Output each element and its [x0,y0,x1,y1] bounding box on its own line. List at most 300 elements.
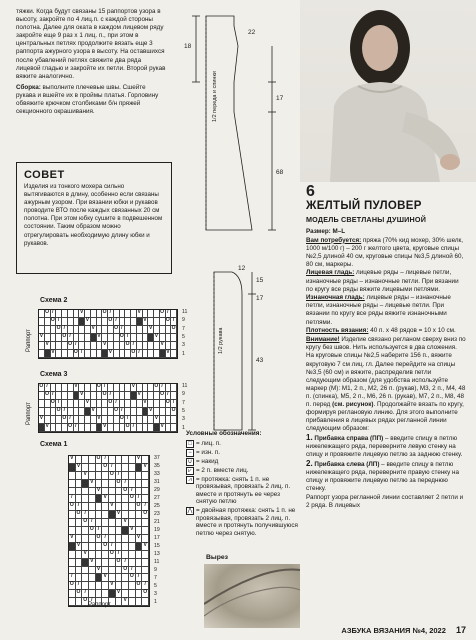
grid-cell [122,543,129,551]
legend-item [186,458,302,466]
grid-cell [89,567,96,575]
grid-cell: / [171,400,177,408]
grid-cell [142,472,149,480]
grid-cell: V [109,582,116,590]
grid-cell [102,551,109,559]
grid-cell: V [102,342,108,350]
step-1-paragraph [306,434,466,459]
grid-cell: / [62,408,68,416]
grid-cell [142,598,149,606]
grid-cell: O [122,488,129,496]
grid-cell [129,590,136,598]
grid-cell [116,495,123,503]
attention-label: Внимание! [306,335,340,343]
tip-title: СОВЕТ [24,169,65,181]
step-2-number: 2. [306,458,313,468]
grid-cell: O [56,408,62,416]
grid-cell: / [136,574,143,582]
grid-cell: / [114,400,120,408]
grid-cell [102,472,109,480]
grid-cell [116,598,123,606]
grid-cell [102,559,109,567]
grid-cell [96,590,103,598]
grid-cell: O [76,511,83,519]
grid-cell: / [76,582,83,590]
grid-cell: O [102,543,109,551]
dress-outline [206,16,252,230]
grid-cell [122,574,129,582]
grid-cell: O [160,310,166,318]
grid-cell: / [69,495,76,503]
grid-cell: O [142,590,149,598]
grid-cell [109,590,116,598]
grid-cell [129,503,136,511]
legend-items [186,440,302,538]
grid-cell [136,590,143,598]
row-number: 9 [182,391,185,398]
grid-cell: O [82,598,89,606]
attention-text: Изделие связано регланом сверху вниз по кругу без швов. Нить используется в два сложения. [306,335,466,351]
grid-cell [109,567,116,575]
row-number: 35 [154,463,160,469]
attention-paragraph [306,336,466,352]
grid-cell [96,495,103,503]
grid-cell: / [166,392,172,400]
scheme-1-title: Схема 1 [40,441,68,448]
grid-cell [76,598,83,606]
grid-cell [136,472,143,480]
grid-cell [122,527,129,535]
grid-cell: V [76,543,83,551]
grid-cell: O [56,326,62,334]
grid-cell: V [109,503,116,511]
grid-cell [82,559,89,567]
grid-cell: O [51,400,57,408]
grid-cell [109,488,116,496]
legend-symbol-icon: ⋀ [187,507,193,514]
page-footer [341,625,466,635]
row-number: 3 [182,416,185,423]
grid-cell [122,464,129,472]
face-stitch-paragraph [306,269,466,293]
grid-cell [171,350,177,358]
grid-cell [82,495,89,503]
grid-cell [129,472,136,480]
grid-cell [76,480,83,488]
legend-symbol-icon: − [186,449,194,457]
row-number: 29 [154,487,160,493]
grid-cell: / [171,318,177,326]
grid-cell: V [137,310,143,318]
grid-cell: O [116,480,123,488]
grid-cell: V [85,318,91,326]
grid-cell: O [82,519,89,527]
grid-cell: V [89,559,96,567]
grid-cell: O [45,310,51,318]
row-number: 25 [154,503,160,509]
grid-cell [122,535,129,543]
grid-cell [96,574,103,582]
grid-cell: / [89,598,96,606]
model-title: ЖЕЛТЫЙ ПУЛОВЕР [306,200,422,212]
grid-cell [69,480,76,488]
grid-cell: O [120,334,126,342]
grid-cell: O [62,334,68,342]
grid-cell: / [125,334,131,342]
legend [186,430,302,538]
grid-cell [69,559,76,567]
grid-cell: O [129,574,136,582]
grid-cell [82,488,89,496]
grid-cell [129,464,136,472]
grid-cell: / [131,342,137,350]
grid-cell [102,511,109,519]
grid-cell [69,511,76,519]
scheme-3-title: Схема 3 [40,371,68,378]
scheme-1-rapport-label: Раппорт [88,602,111,608]
grid-cell [171,416,177,424]
grid-cell [136,511,143,519]
model-number: 6 [306,183,315,200]
grid-cell [82,527,89,535]
grid-cell [102,582,109,590]
grid-cell: / [56,400,62,408]
grid-cell [129,582,136,590]
grid-cell [129,551,136,559]
grid-cell [136,551,143,559]
grid-cell: O [125,424,131,432]
scheme-1-row-numbers [154,455,168,607]
grid-cell: / [96,527,103,535]
grid-cell: V [45,424,51,432]
grid-cell [171,424,177,432]
size-paragraph [306,228,466,236]
grid-cell: O [166,318,172,326]
density-text: 40 п. x 48 рядов = 10 x 10 см. [368,327,456,335]
row-number: 3 [182,342,185,349]
grid-cell: V [142,543,149,551]
legend-symbol-icon: ⩗ [186,467,194,475]
grid-cell: / [51,310,57,318]
grid-cell: V [102,495,109,503]
grid-cell: / [114,318,120,326]
grid-cell [109,559,116,567]
grid-cell: / [122,559,129,567]
step-2-text: – введите спицу в петлю нижележащего ряда, переверните правую стенку на спицу и провяжите лицевую петлю за переднюю стенку. [306,460,459,492]
row-number: 13 [154,551,160,557]
body-text-1-end: . Продолжайте вязать по кругу, формируя реглановую линию. Для этого выполните прибавления в лицевых рядах регланной линии следующим образом: [306,400,464,433]
row-number: 5 [182,408,185,414]
grid-cell [89,543,96,551]
grid-cell: O [122,567,129,575]
grid-cell: / [120,326,126,334]
grid-cell: / [108,392,114,400]
grid-cell [89,535,96,543]
size-label: Размер: [306,228,331,235]
grid-cell: O [89,527,96,535]
grid-cell: V [39,416,45,424]
grid-cell: / [129,567,136,575]
tip-box [16,162,172,274]
grid-cell: V [82,551,89,559]
grid-cell: O [69,503,76,511]
grid-cell: V [154,416,160,424]
grid-cell [136,559,143,567]
grid-cell: O [68,342,74,350]
grid-cell: / [69,574,76,582]
sleeve-pattern-diagram [198,262,286,434]
legend-item [186,440,302,448]
grid-cell: / [142,582,149,590]
grid-cell: O [102,464,109,472]
paragraph-sleeve: тяжки. Когда будут связаны 15 раппортов узора в высоту, закройте по 4 лиц.п. с каждой стороны полотна. Далее для оката в каждом лицевом ряду закройте еще 9 раз x 1 лиц. п., при этом в центральных петлях продолжите вязать еще 3 раппорта ажурного узора в высоту. На оставшихся после убавлений петлях свяжите два ряда лицевой гладью и закройте их петли. Второй рукав вяжите аналогично. [16,8,166,80]
legend-symbol-icon: ⩘ [186,476,194,484]
row-number: 5 [154,583,157,589]
legend-text: = протяжка: снять 1 п. не провязывая, провязать 2 лиц. п. вместе и протянуть ее через снятую петлю [196,475,291,506]
grid-cell [69,551,76,559]
grid-cell: V [129,527,136,535]
neckline-photo-texture [204,564,300,628]
grid-cell [69,472,76,480]
grid-cell [142,551,149,559]
row-number: 11 [182,383,188,389]
grid-cell: O [116,559,123,567]
grid-cell: / [102,384,108,392]
grid-cell [96,582,103,590]
grid-cell: / [82,511,89,519]
grid-cell: O [109,551,116,559]
grid-cell: V [160,424,166,432]
grid-cell [116,574,123,582]
legend-symbol-icon: ∪ [187,458,193,465]
grid-cell: V [122,598,129,606]
purl-stitch-label: Изнаночная гладь: [306,294,365,302]
grid-cell [116,527,123,535]
grid-cell: V [45,342,51,350]
grid-cell [142,559,149,567]
grid-cell: V [96,567,103,575]
row-number: 1 [154,599,157,605]
grid-cell [122,503,129,511]
grid-cell: V [85,400,91,408]
tip-body: Изделия из тонкого мохера сильно вытягиваются в длину, особенно если связаны ажурным узором. При вязании юбки и рукавов проводите ВТО после каждых связанных 20 см полотна. При этом юбку сушите в подвешенном состоянии. Таким образом можно отрегулировать необходимую длину юбки и рукавов. [24,183,163,247]
row-number: 15 [154,543,160,549]
row-number: 9 [154,567,157,573]
scheme-1-grid [68,455,150,607]
grid-cell: V [143,400,149,408]
grid-cell: O [154,384,160,392]
dress-front-label: 1/2 переда и спинки [212,71,218,122]
row-number: 19 [154,527,160,533]
dress-measure-68: 68 [276,169,284,176]
grid-cell: O [171,326,177,334]
grid-cell: O [96,535,103,543]
grid-cell [129,598,136,606]
grid-cell [129,511,136,519]
grid-cell [69,519,76,527]
grid-cell: O [102,392,108,400]
grid-cell: V [79,310,85,318]
grid-cell: / [109,464,116,472]
grid-cell: / [109,543,116,551]
row-number: 31 [154,479,160,485]
grid-cell [122,495,129,503]
grid-cell: V [51,350,57,358]
step-2-title: Прибавка слева (ЛП) [312,460,380,468]
grid-cell: O [62,416,68,424]
grid-cell [116,535,123,543]
grid-cell: / [82,590,89,598]
density-paragraph [306,327,466,335]
grid-cell: / [125,416,131,424]
materials-label: Вам потребуется: [306,236,362,244]
model-subtitle: МОДЕЛЬ СВЕТЛАНЫ ДУШИНОЙ [306,215,427,224]
grid-cell [89,464,96,472]
grid-cell: V [160,342,166,350]
grid-cell [96,511,103,519]
grid-cell: V [96,488,103,496]
grid-cell [116,488,123,496]
grid-cell [82,574,89,582]
dress-pattern-diagram [176,12,296,248]
grid-cell [171,384,177,392]
grid-cell: O [171,408,177,416]
grid-cell [171,334,177,342]
grid-cell [102,519,109,527]
legend-title: Условные обозначения: [186,430,262,437]
grid-cell: V [97,416,103,424]
grid-cell: / [76,503,83,511]
grid-cell [142,480,149,488]
row-number: 27 [154,495,160,501]
scheme-3-rapport-label: Раппорт [26,402,32,425]
grid-cell [76,559,83,567]
grid-cell [69,590,76,598]
grid-cell [116,567,123,575]
grid-cell: / [45,384,51,392]
grid-cell [116,519,123,527]
row-number: 7 [154,575,157,581]
grid-cell [82,456,89,464]
grid-cell: O [76,590,83,598]
grid-cell: / [74,424,80,432]
grid-cell: V [142,464,149,472]
grid-cell: V [89,480,96,488]
grid-cell: O [96,456,103,464]
step-1-number: 1. [306,432,313,442]
grid-cell: O [68,424,74,432]
row-number: 7 [182,325,185,332]
step-2-paragraph [306,460,466,493]
grid-cell: V [79,392,85,400]
grid-cell: O [109,472,116,480]
legend-item [186,467,302,475]
grid-cell: V [131,384,137,392]
grid-cell [171,342,177,350]
grid-cell [136,464,143,472]
grid-cell [102,503,109,511]
grid-cell [109,527,116,535]
size-value: M–L [330,228,346,235]
row-number: 11 [154,559,160,565]
grid-cell: / [108,310,114,318]
grid-cell: O [131,350,137,358]
face-stitch-text: лицевые ряды – лицевые петли, изнаночные ряды – изнаночные петли. При вязании по кругу все ряды вяжите лицевыми петлями. [306,269,459,293]
row-number: 1 [182,424,185,431]
grid-cell: O [136,503,143,511]
scheme-2-grid [38,309,178,359]
grid-cell [69,598,76,606]
row-number: 1 [182,350,185,357]
legend-item [186,449,302,457]
grid-cell: / [166,310,172,318]
grid-cell [129,543,136,551]
neckline-label: Вырез [206,554,229,561]
sleeve-measure-15: 15 [256,277,264,284]
grid-cell [136,519,143,527]
step-1-text: – введите спицу в петлю нижележащего ряда, переверните левую стенку на спицу и провяжите лицевую петлю за заднюю стенку. [306,434,463,459]
grid-cell: O [45,392,51,400]
grid-cell [82,480,89,488]
grid-cell: O [160,392,166,400]
grid-cell [142,567,149,575]
model-photo [300,0,476,182]
grid-cell [142,527,149,535]
grid-cell: V [166,350,172,358]
grid-cell: V [82,472,89,480]
grid-cell: / [68,334,74,342]
grid-cell [102,480,109,488]
grid-cell: / [56,318,62,326]
grid-cell: O [120,416,126,424]
top-left-column [16,8,166,117]
neckline-photo [204,564,300,628]
grid-cell [136,598,143,606]
dress-measure-22: 22 [248,29,256,36]
grid-cell: V [91,326,97,334]
dress-measure-18: 18 [184,43,192,50]
grid-cell: O [129,495,136,503]
magazine-name: АЗБУКА ВЯЗАНИЯ №4, 2022 [341,626,446,635]
grid-cell: / [89,519,96,527]
row-number: 33 [154,471,160,477]
legend-symbol-icon: □ [186,440,194,448]
grid-cell [142,519,149,527]
grid-cell: V [136,535,143,543]
grid-cell [76,519,83,527]
row-number: 37 [154,455,160,461]
grid-cell: V [97,334,103,342]
row-number: 17 [154,535,160,541]
grid-cell: O [125,342,131,350]
grid-cell [96,503,103,511]
body-paragraph-2: Раппорт узора регланной линии составляет 2 петли и 2 ряда. В лицевых [306,493,464,509]
row-number: 21 [154,519,160,525]
legend-text: = лиц. п. [196,439,221,447]
grid-cell: V [74,384,80,392]
grid-cell: V [76,464,83,472]
grid-cell: / [122,480,129,488]
grid-cell [82,567,89,575]
grid-cell: V [137,392,143,400]
grid-cell: / [79,350,85,358]
grid-cell: / [137,350,143,358]
grid-cell [129,456,136,464]
assembly-label: Сборка: [16,83,41,91]
grid-cell [76,551,83,559]
step-1-title: Прибавка справа (ПП) [312,434,384,442]
grid-cell: V [102,574,109,582]
